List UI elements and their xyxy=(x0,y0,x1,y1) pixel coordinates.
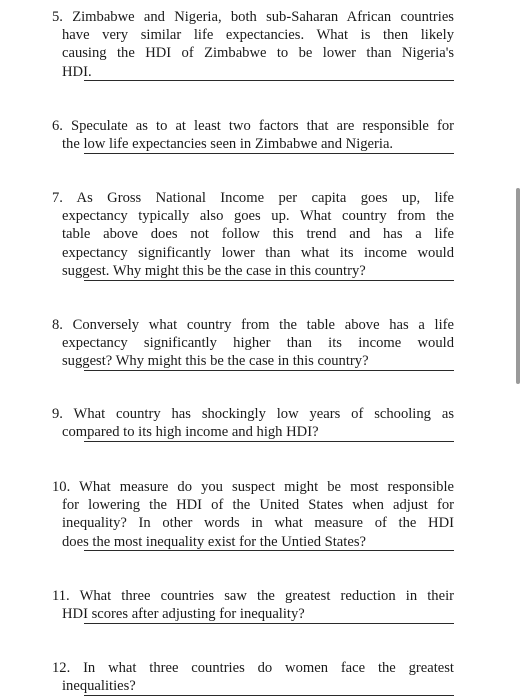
answer-line xyxy=(84,280,454,281)
question-11-line: HDI scores after adjusting for inequality? xyxy=(62,606,305,623)
question-7-line: expectancy significantly lower than what its income would xyxy=(62,244,454,261)
question-8-line: 8. Conversely what country from the table above has a life xyxy=(52,317,454,333)
question-10-line: 10. What measure do you suspect might be most responsible xyxy=(52,479,454,495)
question-6 xyxy=(52,117,454,153)
question-5-line: HDI. xyxy=(62,63,92,80)
question-8 xyxy=(52,316,454,371)
answer-line xyxy=(84,441,454,442)
question-5-line: 5. Zimbabwe and Nigeria, both sub-Saharan African countries xyxy=(52,9,454,25)
vertical-scrollbar[interactable] xyxy=(516,188,520,384)
question-7 xyxy=(52,189,454,280)
question-12-line: inequalities? xyxy=(62,678,136,695)
question-10-line: does the most inequality exist for the Untied States? xyxy=(62,533,366,550)
question-8-line: suggest? Why might this be the case in this country? xyxy=(62,353,369,370)
question-7-line: table above does not follow this trend and has a life xyxy=(62,226,454,243)
question-7-line: expectancy typically also goes up. What country from the xyxy=(62,208,454,225)
question-9-line: compared to its high income and high HDI? xyxy=(62,424,319,441)
answer-line xyxy=(84,370,454,371)
question-10 xyxy=(52,478,454,551)
question-5-line: have very similar life expectancies. What is then likely xyxy=(62,27,454,44)
question-5 xyxy=(52,8,454,81)
answer-line xyxy=(84,695,454,696)
question-10-line: for lowering the HDI of the United States when adjust for xyxy=(62,497,454,514)
answer-line xyxy=(84,623,454,624)
question-11-line: 11. What three countries saw the greatest reduction in their xyxy=(52,588,454,604)
question-6-line: the low life expectancies seen in Zimbabwe and Nigeria. xyxy=(62,136,394,153)
question-12-line: 12. In what three countries do women face the greatest xyxy=(52,660,454,676)
question-6-line: 6. Speculate as to at least two factors that are responsible for xyxy=(52,118,454,134)
question-11 xyxy=(52,587,454,623)
question-9-line: 9. What country has shockingly low years of schooling as xyxy=(52,406,454,422)
question-7-line: 7. As Gross National Income per capita goes up, life xyxy=(52,190,454,206)
question-5-line: causing the HDI of Zimbabwe to be lower than Nigeria's xyxy=(62,45,454,62)
question-12 xyxy=(52,659,454,695)
answer-line xyxy=(84,153,454,154)
answer-line xyxy=(84,550,454,551)
question-10-line: inequality? In other words in what measure of the HDI xyxy=(62,515,454,532)
question-8-line: expectancy significantly higher than its income would xyxy=(62,335,454,352)
question-9 xyxy=(52,405,454,441)
question-7-line: suggest. Why might this be the case in this country? xyxy=(62,262,366,279)
answer-line xyxy=(84,80,454,81)
